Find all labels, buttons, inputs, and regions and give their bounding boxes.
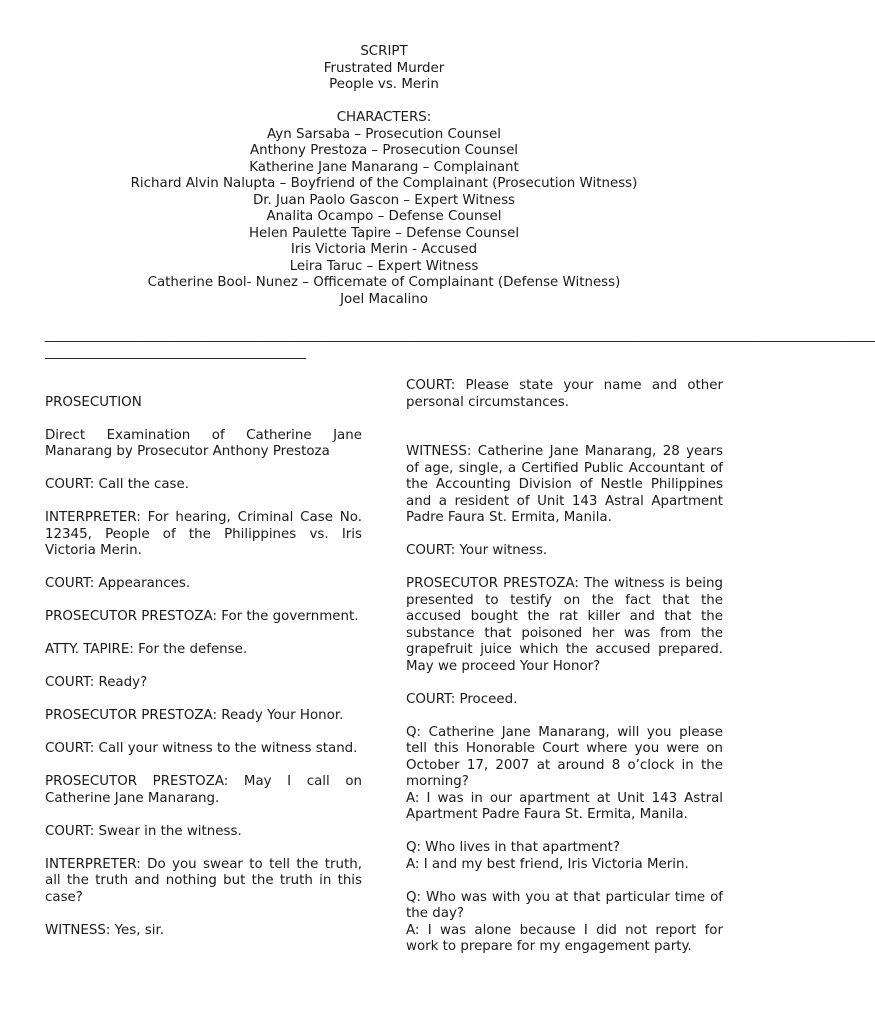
script-paragraph: PROSECUTOR PRESTOZA: For the government. — [45, 609, 359, 624]
character-item: Ayn Sarsaba – Prosecution Counsel — [267, 126, 501, 142]
script-paragraph: COURT: Swear in the witness. — [45, 823, 242, 839]
script-paragraph: COURT: Call the case. — [45, 477, 190, 492]
character-item: Iris Victoria Merin - Accused — [290, 242, 478, 257]
script-paragraph: WITNESS: Catherine Jane Manarang, 28 years of age, single, a Certified Public Accountant of the Accounting Division of Nestle Philippines and a resident of Unit 143 Astral Apartment Padre Faura St. Ermita, Manila. — [406, 444, 723, 525]
left-column — [45, 378, 362, 956]
script-subtitle: Frustrated Murder — [323, 60, 445, 76]
script-paragraph: PROSECUTOR PRESTOZA: May I call on Catherine Jane Manarang. — [45, 774, 362, 806]
script-paragraph: Direct Examination of Catherine Jane Manarang by Prosecutor Anthony Prestoza — [45, 427, 362, 459]
character-item: Anthony Prestoza – Prosecution Counsel — [249, 143, 519, 158]
script-header — [0, 44, 768, 308]
character-item: Dr. Juan Paolo Gascon – Expert Witness — [252, 192, 516, 208]
script-paragraph: INTERPRETER: For hearing, Criminal Case No. 12345, People of the Philippines vs. Iris Victoria Merin. — [45, 510, 362, 558]
separator-rule — [45, 328, 875, 361]
answer-paragraph: A: I was alone because I did not report for work to prepare for my engagement party. — [406, 922, 723, 954]
character-item: Helen Paulette Tapire – Defense Counsel — [248, 225, 520, 241]
separator-line-1: ____________________________________________________________________________________________________________________________ — [45, 328, 875, 343]
script-paragraph: INTERPRETER: Do you swear to tell the truth, all the truth and nothing but the truth in this case? — [45, 856, 362, 905]
script-paragraph: WITNESS: Yes, sir. — [45, 922, 164, 938]
script-paragraph: COURT: Appearances. — [45, 576, 191, 591]
script-paragraph: PROSECUTOR PRESTOZA: The witness is being presented to testify on the fact that the accused bought the rat killer and that the substance that poisoned her was from the grapefruit juice which the accused prepared. May we proceed Your Honor? — [406, 576, 723, 674]
character-item: Analita Ocampo – Defense Counsel — [266, 209, 502, 224]
script-paragraph: COURT: Ready? — [45, 675, 148, 690]
character-item: Catherine Bool- Nunez – Officemate of Complainant (Defense Witness) — [147, 275, 621, 290]
script-paragraph: COURT: Call your witness to the witness stand. — [45, 741, 358, 756]
answer-paragraph: A: I was in our apartment at Unit 143 Astral Apartment Padre Faura St. Ermita, Manila. — [406, 790, 723, 822]
character-item: Richard Alvin Nalupta – Boyfriend of the Complainant (Prosecution Witness) — [130, 176, 638, 191]
script-paragraph: COURT: Your witness. — [406, 543, 548, 558]
case-title: People vs. Merin — [329, 77, 439, 92]
separator-line-2: _______________________________________ — [45, 344, 307, 360]
character-item: Joel Macalino — [340, 291, 428, 307]
script-paragraph: ATTY. TAPIRE: For the defense. — [45, 642, 248, 657]
script-title: SCRIPT — [360, 44, 408, 59]
answer-paragraph: A: I and my best friend, Iris Victoria Merin. — [406, 856, 689, 872]
character-item: Leira Taruc – Expert Witness — [289, 258, 479, 274]
script-paragraph: COURT: Please state your name and other personal circumstances. — [406, 378, 723, 410]
script-paragraph: COURT: Proceed. — [406, 691, 518, 707]
character-item: Katherine Jane Manarang – Complainant — [249, 159, 519, 175]
right-column — [406, 378, 723, 972]
script-paragraph: PROSECUTOR PRESTOZA: Ready Your Honor. — [45, 708, 344, 723]
section-heading: PROSECUTION — [45, 394, 142, 410]
characters-heading: CHARACTERS: — [336, 110, 432, 125]
question-paragraph: Q: Who lives in that apartment? — [406, 840, 621, 855]
question-paragraph: Q: Who was with you at that particular time of the day? — [406, 889, 723, 921]
question-paragraph: Q: Catherine Jane Manarang, will you please tell this Honorable Court where you were on October 17, 2007 at around 8 o’clock in the morning? — [406, 724, 723, 789]
